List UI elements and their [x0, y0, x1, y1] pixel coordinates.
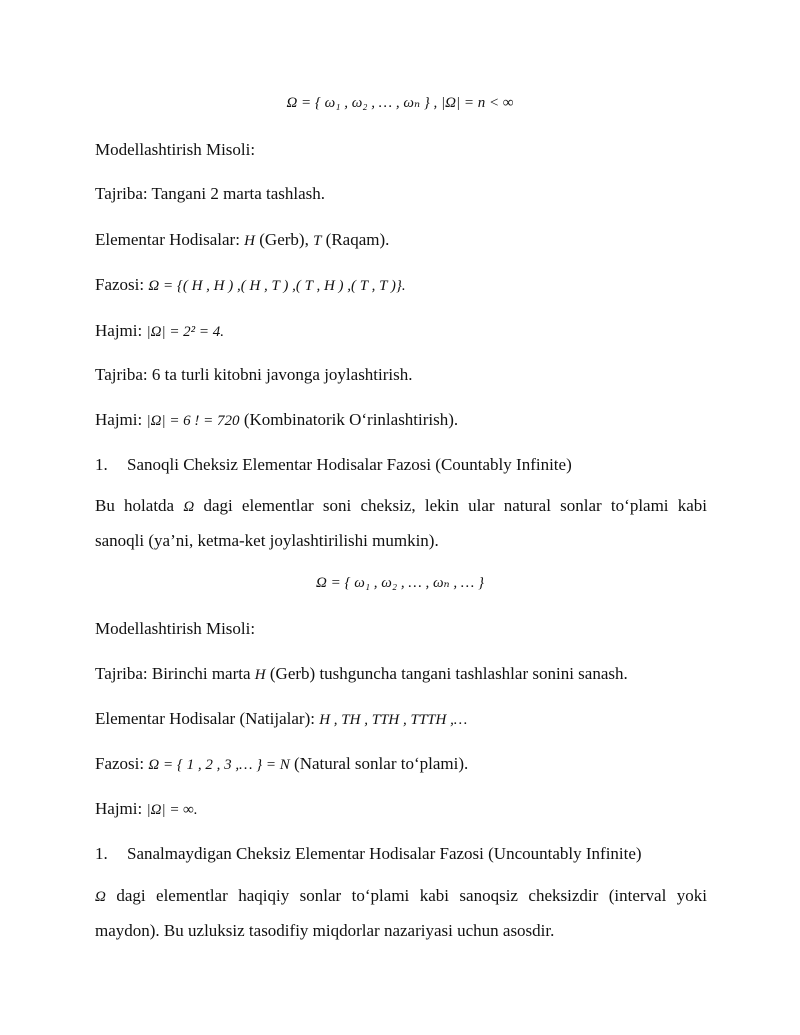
space-size-infinite: [95, 798, 198, 821]
elementary-events-formula: H , TH , TTH , TTTH ,…: [319, 712, 468, 728]
elementary-events-coin: [95, 229, 389, 252]
size-note: (Kombinatorik O‘rinlashtirish).: [243, 410, 459, 429]
section-title-uncountable: Sanalmaydigan Cheksiz Elementar Hodisalar Fazosi (Uncountably Infinite): [127, 844, 642, 863]
sample-space-coin: [95, 274, 406, 297]
paragraph-uncountable: [95, 879, 707, 948]
space-size-coin: [95, 320, 224, 343]
space-note: (Natural sonlar to‘plami).: [294, 754, 469, 773]
elementary-events-label: Elementar Hodisalar (Natijalar):: [95, 709, 315, 728]
space-size-books: [95, 409, 458, 432]
omega-symbol: Ω: [183, 499, 195, 515]
size-label: Hajmi:: [95, 321, 143, 340]
experiment-books: Tajriba: 6 ta turli kitobni javonga joylashtirish.: [95, 365, 413, 384]
omega-symbol: Ω: [95, 889, 106, 905]
experiment-label-post: (Gerb) tushguncha tangani tashlashlar sonini sanash.: [269, 664, 628, 683]
size-formula: |Ω| = 6 ! = 720: [146, 413, 240, 429]
paragraph-line-1: Ω dagi elementlar haqiqiy sonlar to‘plami kabi sanoqsiz cheksizdir (interval yoki: [95, 886, 707, 905]
size-formula: |Ω| = ∞.: [146, 802, 198, 818]
section-title-countable: Sanoqli Cheksiz Elementar Hodisalar Fazosi (Countably Infinite): [127, 455, 572, 474]
space-label: Fazosi:: [95, 275, 145, 294]
sample-space-natural: [95, 753, 468, 776]
experiment-coin-toss: Tajriba: Tangani 2 marta tashlash.: [95, 184, 326, 203]
symbol-h: H: [254, 667, 266, 683]
section-number-uncountable: 1.: [95, 844, 108, 863]
paragraph-countable: [95, 489, 707, 558]
formula-countable-space: Ω = { ω₁ , ω₂ , … , ωₙ , … }: [316, 575, 484, 591]
size-label: Hajmi:: [95, 799, 143, 818]
symbol-h-desc: (Gerb),: [259, 230, 309, 249]
size-formula: |Ω| = 2² = 4.: [146, 324, 225, 340]
section-number-countable: 1.: [95, 455, 108, 474]
elementary-events-label: Elementar Hodisalar:: [95, 230, 240, 249]
symbol-h: H: [244, 233, 256, 249]
paragraph-line-2: sanoqli (ya’ni, ketma-ket joylashtirilishi mumkin).: [95, 531, 439, 550]
space-formula: Ω = {( H , H ) ,( H , T ) ,( T , H ) ,( T , T )}.: [148, 278, 406, 294]
elementary-events-sequence: [95, 708, 467, 731]
symbol-t: T: [313, 233, 322, 249]
symbol-t-desc: (Raqam).: [325, 230, 390, 249]
size-label: Hajmi:: [95, 410, 143, 429]
experiment-first-head: [95, 663, 628, 686]
paragraph-line-1: Bu holatda Ω dagi elementlar soni cheksiz, lekin ular natural sonlar to‘plami kabi: [95, 496, 708, 515]
experiment-label-pre: Tajriba: Birinchi marta: [95, 664, 251, 683]
space-formula: Ω = { 1 , 2 , 3 ,… } = N: [148, 757, 290, 773]
example-heading-3: Modellashtirish Misoli:: [95, 619, 256, 638]
formula-finite-space: Ω = { ω₁ , ω₂ , … , ωₙ } , |Ω| = n < ∞: [286, 95, 514, 111]
paragraph-line-2: maydon). Bu uzluksiz tasodifiy miqdorlar nazariyasi uchun asosdir.: [95, 921, 555, 940]
space-label: Fazosi:: [95, 754, 145, 773]
example-heading-1: Modellashtirish Misoli:: [95, 140, 256, 159]
